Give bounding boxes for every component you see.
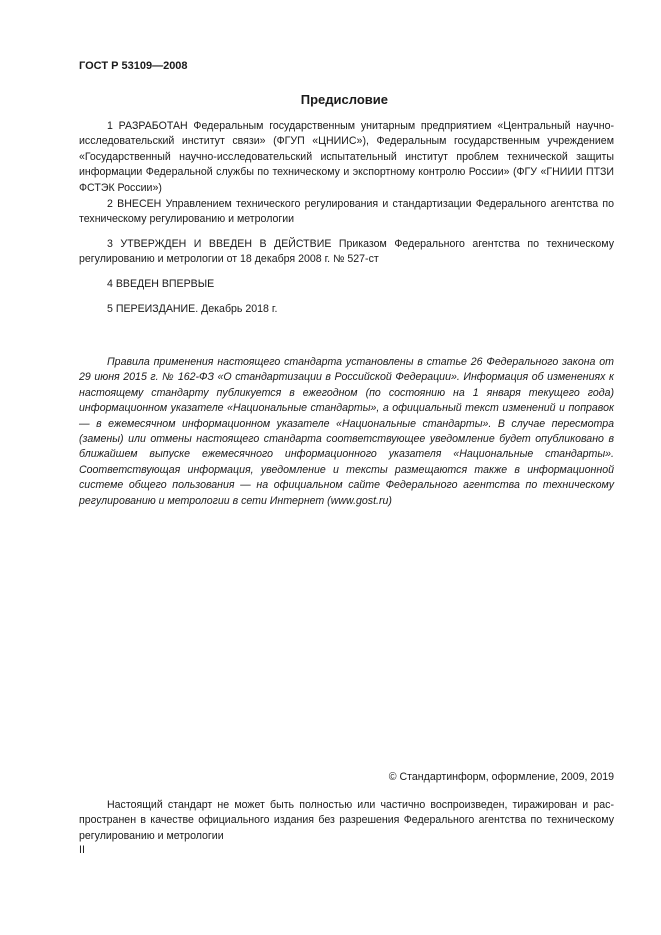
page-number: II [79,844,85,856]
foreword-title: Предисловие [300,92,388,107]
foreword-item-3: 3 УТВЕРЖДЕН И ВВЕДЕН В ДЕЙСТВИЕ Приказом Федерального агентства по техническому регулированию и метрологии от 18 декабря 2008 г. № 527-ст [79,238,614,266]
standard-application-notice: Правила применения настоящего стандарта установлены в статье 26 Федерального закона от 29 июня 2015 г. № 162-ФЗ «О стандартизации в Российской Федерации». Информация об изменениях к настоящему стандарту публикуется в ежегодном (по состоянию на 1 января текущего года) информационном указателе «Национальные стандарты», а официальный текст изменений и поправок — в ежемесячном информационном указателе «Национальные стандарты». В случае пересмотра (замены) или отмены настоящего стандарта соответствующее уведомление будет опубликовано в ближайшем выпуске ежемесячного информационного указателя «Национальные стандарты». Соответствующая информация, уведомление и тексты размещаются также в информационной системе общего пользования — на официальном сайте Федерального агентства по техническому регулированию и метрологии в сети Интернет (www.gost.ru) [79,356,614,507]
foreword-item-4: 4 ВВЕДЕН ВПЕРВЫЕ [107,278,215,290]
document-number: ГОСТ Р 53109—2008 [79,60,188,72]
reproduction-notice: Настоящий стандарт не может быть полностью или частично воспроизведен, тиражирован и распространен в качестве официального издания без разрешения Федерального агентства по техническому регулированию и метрологии [79,799,614,842]
foreword-item-5: 5 ПЕРЕИЗДАНИЕ. Декабрь 2018 г. [107,303,278,315]
foreword-item-2: 2 ВНЕСЕН Управлением технического регулирования и стандартизации Федерального агентства по техническому регулированию и метрологии [79,198,614,226]
copyright-line: © Стандартинформ, оформление, 2009, 2019 [388,771,614,783]
foreword-item-1: 1 РАЗРАБОТАН Федеральным государственным унитарным предприятием «Центральный научно-исследовательский институт связи» (ФГУП «ЦНИИС»), Федеральным государственным учреждением «Государственный научно-исследовательский испытательный институт проблем технической защиты информации Федеральной службы по техническому и экспортному контролю России» (ФГУ «ГНИИИ ПТЗИ ФСТЭК России») [79,120,614,194]
